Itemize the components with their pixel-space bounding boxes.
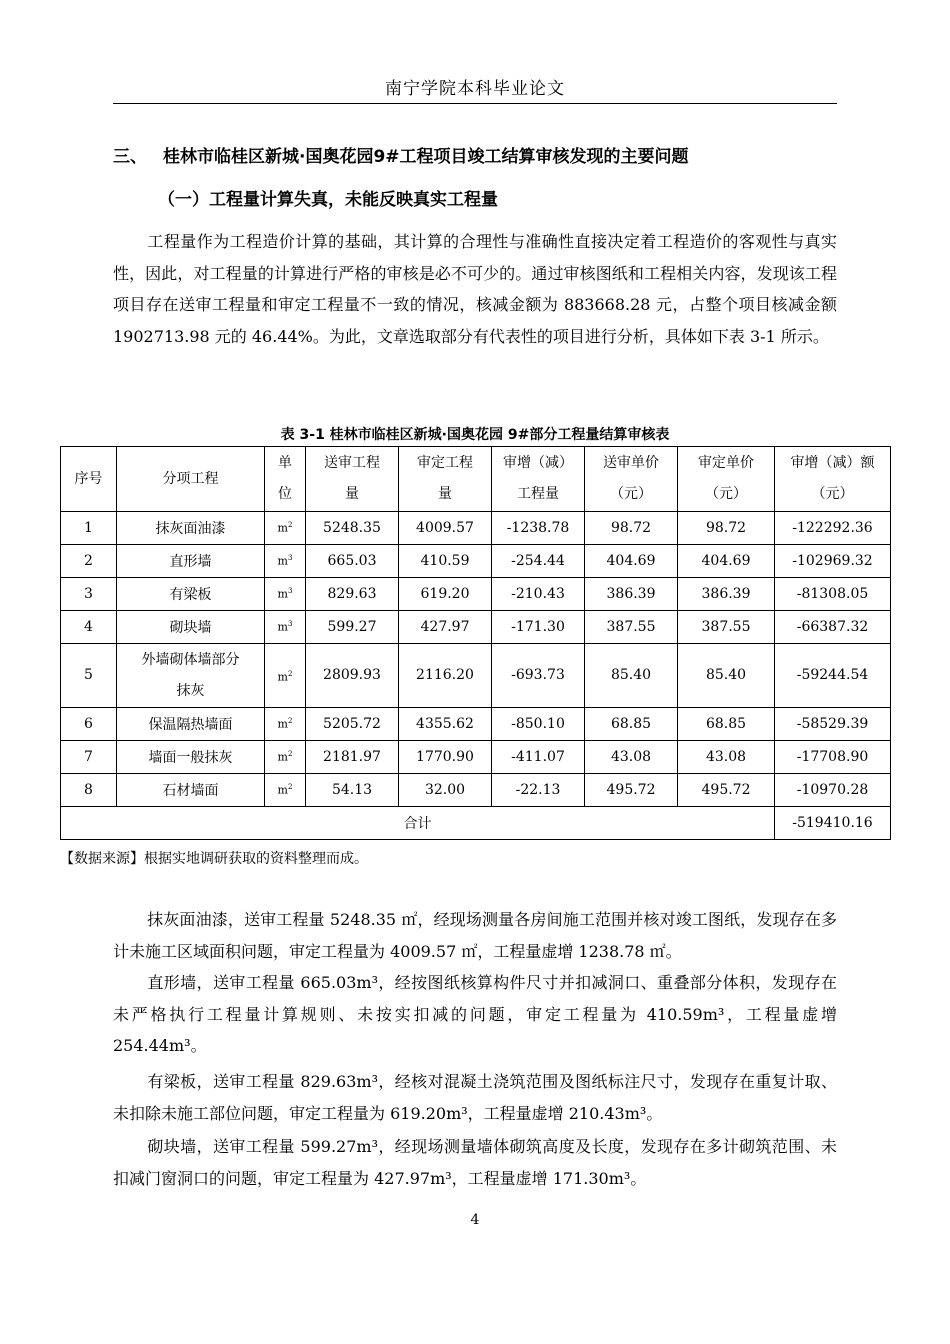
table-header-row [61, 447, 891, 512]
total-value: -519410.16 [775, 807, 891, 840]
header-no: 序号 [61, 447, 117, 512]
table-row: 1 抹灰面油漆 $m^2$ 5248.35 4009.57 -1238.78 98.72 98.72 -122292.36 [61, 512, 891, 545]
body-paragraph: 有梁板，送审工程量 829.63m³，经核对混凝土浇筑范围及图纸标注尺寸，发现存在重复计取、未扣除未施工部位问题，审定工程量为 619.20m³，工程量虚增 210.43m³。 [113, 1072, 837, 1123]
page-number: 4 [470, 1212, 480, 1228]
section-title: 桂林市临桂区新城·国奥花园9#工程项目竣工结算审核发现的主要问题 [163, 147, 689, 167]
section-number: 三、 [113, 147, 147, 167]
body-paragraph: 抹灰面油漆，送审工程量 5248.35 ㎡，经现场测量各房间施工范围并核对竣工图纸，发现存在多计未施工区域面积问题，审定工程量为 4009.57 ㎡，工程量虚增 1238.78 ㎡。 [113, 910, 837, 961]
header-submitted-qty: 送审工程 量 [306, 447, 399, 512]
page-header: 南宁学院本科毕业论文 [385, 79, 565, 99]
section-heading [113, 142, 689, 167]
body-paragraph: 砌块墙，送审工程量 599.27m³，经现场测量墙体砌筑高度及长度，发现存在多计砌筑范围、未扣减门窗洞口的问题，审定工程量为 427.97m³，工程量虚增 171.30m³。 [113, 1137, 837, 1188]
header-approved-price: 审定单价 （元） [678, 447, 775, 512]
table-row: 3 有梁板 $m^3$ 829.63 619.20 -210.43 386.39 386.39 -81308.05 [61, 578, 891, 611]
intro-paragraph: 工程量作为工程造价计算的基础，其计算的合理性与准确性直接决定着工程造价的客观性与真实性，因此，对工程量的计算进行严格的审核是必不可少的。通过审核图纸和工程相关内容，发现该工程项目存在送审工程量和审定工程量不一致的情况，核减金额为 883668.28 元，占整个项目核减金额 1902713.98 元的 46.44%。为此，文章选取部分有代表性的项目进行分析，具体如下表 3-1 所示。 [113, 232, 837, 346]
table-row: 6 保温隔热墙面 $m^2$ 5205.72 4355.62 -850.10 68.85 68.85 -58529.39 [61, 708, 891, 741]
header-unit: 单 位 [265, 447, 306, 512]
table-row: 8 石材墙面 $m^2$ 54.13 32.00 -22.13 495.72 495.72 -10970.28 [61, 774, 891, 807]
audit-table [60, 446, 891, 840]
header-approved-qty: 审定工程 量 [399, 447, 492, 512]
table-row: 4 砌块墙 $m^3$ 599.27 427.97 -171.30 387.55 387.55 -66387.32 [61, 611, 891, 644]
header-rule [113, 103, 837, 104]
data-source-note: 【数据来源】根据实地调研获取的资料整理而成。 [60, 851, 368, 867]
table-row: 5 外墙砌体墙部分 抹灰 $m^2$ 2809.93 2116.20 -693.73 85.40 85.40 -59244.54 [61, 644, 891, 708]
header-diff-amount: 审增（减）额 （元） [775, 447, 891, 512]
header-item: 分项工程 [117, 447, 265, 512]
header-submitted-price: 送审单价 （元） [585, 447, 678, 512]
body-paragraph: 直形墙，送审工程量 665.03m³，经按图纸核算构件尺寸并扣减洞口、重叠部分体积，发现存在未严格执行工程量计算规则、未按实扣减的问题，审定工程量为 410.59m³，工程量虚增 254.44m³。 [113, 973, 837, 1055]
table-row: 2 直形墙 $m^3$ 665.03 410.59 -254.44 404.69 404.69 -102969.32 [61, 545, 891, 578]
table-caption: 表 3-1 桂林市临桂区新城·国奥花园 9#部分工程量结算审核表 [280, 427, 670, 443]
subsection-heading: （一）工程量计算失真，未能反映真实工程量 [158, 190, 498, 210]
table-row: 7 墙面一般抹灰 $m^2$ 2181.97 1770.90 -411.07 43.08 43.08 -17708.90 [61, 741, 891, 774]
table-total-row [61, 807, 891, 840]
header-diff-qty: 审增（减） 工程量 [492, 447, 585, 512]
total-label: 合计 [61, 807, 775, 840]
